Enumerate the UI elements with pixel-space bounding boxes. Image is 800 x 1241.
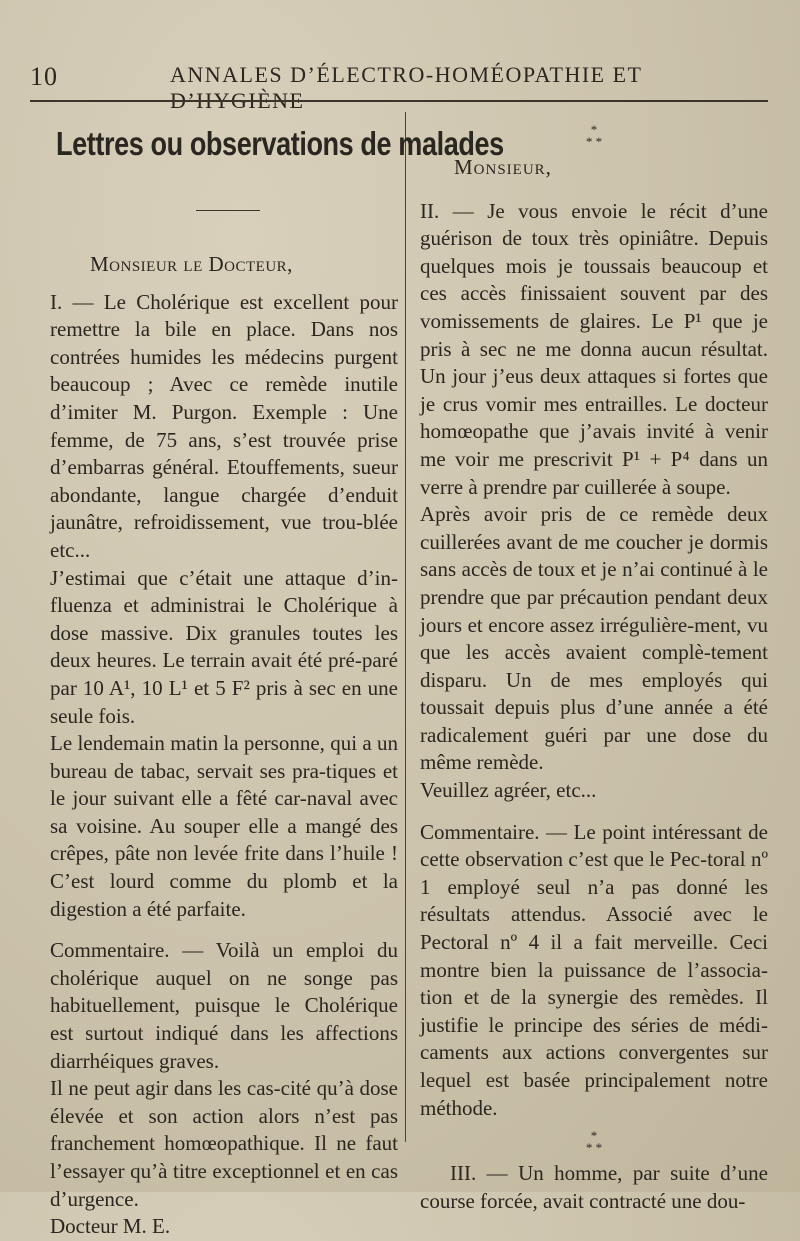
letter-1-paragraph: I. — Le Cholérique est excellent pour remettre la bile en place. Dans nos contrées humides les médecins purgent beaucoup ; Avec ce remède inutile d’imiter M. Purgon. Exemple : Une femme, de 75 ans, s’est trouvée prise d’embarras général. Etouffements, sueur abondante, langue chargée d’enduit jaunâtre, refroidissement, vue trou-blée etc... <box>50 289 398 562</box>
left-column <box>50 116 504 1241</box>
right-column <box>420 116 768 1215</box>
commentary-1-continued: Il ne peut agir dans les cas-cité qu’à dose élevée et son action alors n’est pas franchement homœopathique. Il ne faut l’essayer qu’à titre exceptionnel et en cas d’urgence. <box>50 1076 398 1211</box>
letter-1-paragraph: J’estimai que c’était une attaque d’in-fluenza et administrai le Cholérique à dose massive. Dix granules toutes les deux heures. Le terrain avait été pré-paré par 10 A¹, 10 L¹ et 5 F² pris à sec en une seule fois. <box>50 565 398 728</box>
asterism-bottom: * * <box>585 134 603 149</box>
signature: Docteur M. E. <box>50 1214 171 1239</box>
section-title: Lettres ou observations de malades <box>56 125 504 162</box>
asterism-bottom: * * <box>585 1140 603 1156</box>
letter-2-closing: Veuillez agréer, etc... <box>420 778 597 803</box>
asterism <box>420 1130 768 1154</box>
letter-1-paragraph: Le lendemain matin la personne, qui a un bureau de tabac, servait ses pra-tiques et le jour suivant elle a fêté car-naval avec sa voisine. Au souper elle a mangé des crêpes, pâte non levée frite dans l’huile ! C’est lourd comme du plomb et la digestion a été parfaite. <box>50 731 398 921</box>
asterism <box>420 124 768 148</box>
page-header <box>30 60 770 113</box>
running-title: ANNALES D’ÉLECTRO-HOMÉOPATHIE ET D’HYGIÈNE <box>170 62 643 113</box>
commentary-2: Commentaire. — Le point intéressant de cette observation c’est que le Pec-toral nº 1 employé seul n’a pas donné les résultats attendus. Associé avec le Pectoral nº 4 il a fait merveille. Ceci montre bien la puissance de l’associa-tion et de la synergie des remèdes. Il justifie le principe des séries de médi-caments aux actions convergentes sur lequel est basée principalement notre méthode. <box>420 819 768 1120</box>
letter-3-paragraph: III. — Un homme, par suite d’une course forcée, avait contracté une dou- <box>420 1161 768 1213</box>
title-rule <box>196 210 260 211</box>
letter-2-paragraph: II. — Je vous envoie le récit d’une guérison de toux très opiniâtre. Depuis quelques mois je toussais beaucoup et ces accès finissaient souvent par des vomissements de glaires. Le P¹ que je pris à sec ne me donna aucun résultat. Un jour j’eus deux attaques si fortes que je crus vomir mes entrailles. Le docteur homœopathe que j’avais invité à venir me voir me prescrivit P¹ + P⁴ dans un verre à prendre par cuillerée à soupe. <box>420 198 768 499</box>
asterism-top: * <box>590 122 598 137</box>
salutation-doctor: Monsieur le Docteur, <box>90 252 293 276</box>
column-divider <box>405 112 406 1142</box>
letter-2-paragraph: Après avoir pris de ce remède deux cuillerées avant de me coucher je dormis sans accès de toux et je n’ai continué à le prendre que par précaution pendant deux jours et encore assez irrégulière-ment, vu que les accès avaient complè-tement disparu. Un de mes employés qui toussait depuis plus d’une année a été radicalement guéri par une dose du même remède. <box>420 502 768 775</box>
asterism-top: * <box>590 1128 598 1144</box>
header-rule <box>30 100 768 102</box>
page-number: 10 <box>30 62 58 91</box>
salutation-sir: Monsieur, <box>454 155 552 179</box>
commentary-1: Commentaire. — Voilà un emploi du cholérique auquel on ne songe pas habituellement, puisque le Cholérique est surtout indiqué dans les affections diarrhéiques graves. <box>50 938 398 1073</box>
